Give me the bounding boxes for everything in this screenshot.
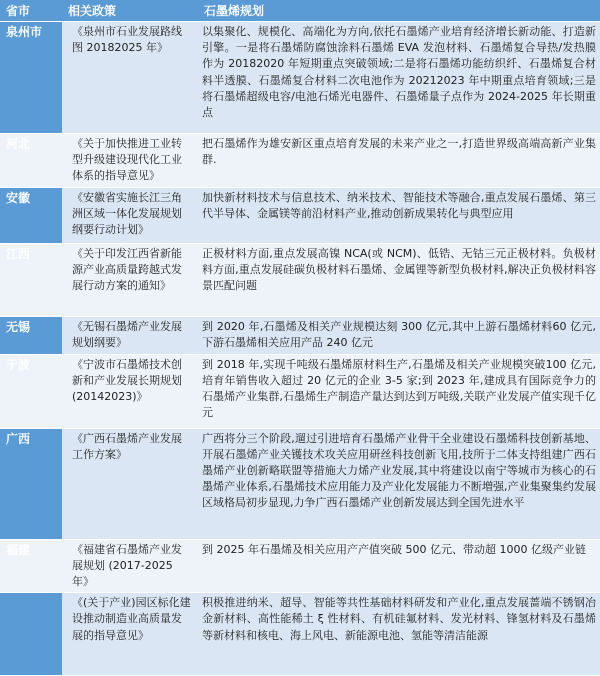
policy-cell: 《安徽省实施长江三角洲区域一体化发展规划纲要行动计划》 [62,187,198,243]
header-row [0,0,600,22]
header-province: 省市 [0,0,62,22]
table-row [0,428,600,539]
table-row [0,22,600,134]
plan-cell: 以集聚化、规模化、高端化为方向,依托石墨烯产业培育经济增长新动能、打造新引擎。一是将石墨烯防腐蚀涂料石墨烯 EVA 发泡材料、石墨烯复合导热/发热膜作为 20182020 年短期重点突破领域;二是将石墨烯功能纺织纤、石墨烯复合材料半透膜、石墨烯复合材料二次电池作为 20212023 年中期重点培育领域;三是将石墨烯超级电容/电池石烯光电器件、石墨烯量子点作为 2024-2025 年长期重点 [198,22,600,134]
policy-cell: 《无锡石墨烯产业发展规划纲要》 [62,316,198,354]
table-row [0,539,600,593]
plan-cell: 广西将分三个阶段,遛过引进培育石墨烯产业骨干全业建设石墨烯科技创新基地、开展石墨烯产业关镬技术攻关应用研丝科技创新飞用,技所于二体支持组建广西石墨烯产业创新略联盟等措施大力烯产业发展,其中将建设以南宁等城市为核心的石墨烯产业体系,石墨烯技术应用能力及产业化发展能力不断増强,产业集聚集约发展区域格局初步显现,力争广西石墨烯产业创新发展达到全国先进水平 [198,428,600,539]
header-policy: 相关政策 [62,0,198,22]
header-plan: 石墨烯规划 [198,0,600,22]
table-row [0,593,600,676]
policy-cell: 《泉州市石业发展路线图 20182025 年》 [62,22,198,134]
province-cell: 福建 [0,539,62,593]
policy-cell: 《关于加快推进工业转型升级建设现代化工业体系的指导意见》 [62,134,198,188]
plan-cell: 积极推进纳米、超导、智能等共性基础材料研发和产业化,重点发展蔷端不锈钢冶金新材料、高性能稀土 ξ 性材料、有机硅氟材料、发光材料、锋氢材料及石墨烯等新材料和核电、海上风电、新能源电池、氢能等清洁能源 [198,593,600,676]
province-cell: 无锡 [0,316,62,354]
policy-cell: 《关于印发江西省新能源产业高质量跨越式发展行动方案的通知》 [62,243,198,316]
province-cell: 广西 [0,428,62,539]
table-row [0,243,600,316]
province-cell: 江西 [0,243,62,316]
policy-cell: 《宁波市石墨烯技术创新和产业发展长期规划(20142023)》 [62,354,198,428]
province-cell: 河北 [0,134,62,188]
table-row [0,354,600,428]
table-row [0,134,600,188]
plan-cell: 正极材料方面,重点发展高镍 NCA(或 NCM)、低锆、无钴三元正极材料。负极材料方面,重点发展硅碳负极材料石墨烯、金属锂等新型负极材料,解决正负极材料容景匹配问题 [198,243,600,316]
plan-cell: 把石墨烯作为雄安新区重点培育发展的未来产业之一,打造世界级高端高新产业集群. [198,134,600,188]
province-cell: 泉州市 [0,22,62,134]
plan-cell: 加快新材料技术与信息技术、纳米技术、智能技术等融合,重点发展石墨烯、第三代半导体、金属镁等前沿材料产业,推动创新成果转化与典型应用 [198,187,600,243]
policy-cell: 《福建省石墨烯产业发展规划 (2017-2025 年》 [62,539,198,593]
table-row [0,187,600,243]
province-cell: 于波 [0,354,62,428]
plan-cell: 到 2018 年,实现千吨级石墨烯原材料生产,石墨烯及相关产业规模突破100 亿元,培育年销售收入超过 20 亿元的企业 3-5 家;到 2023 年,建成具有国际竞争力的石墨烯产业集群,石墨烯生产制造产量达到达到万吨级,关联产业发展产值实现千亿元 [198,354,600,428]
province-cell: 安徽 [0,187,62,243]
province-cell [0,593,62,676]
policy-cell: 《(关于产业)园区标化建设推动制造业高质量发展的指导意见》 [62,593,198,676]
table-row [0,316,600,354]
policy-cell: 《广西石墨烯产业发展工作方案》 [62,428,198,539]
plan-cell: 到 2020 年,石墨烯及相关产业规模达刻 300 亿元,其中上游石墨烯材料60 亿元,下游石墨烯相关应用产品 240 亿元 [198,316,600,354]
plan-cell: 到 2025 年石墨烯及相关应用产产值突破 500 亿元、带动超 1000 亿级产业链 [198,539,600,593]
